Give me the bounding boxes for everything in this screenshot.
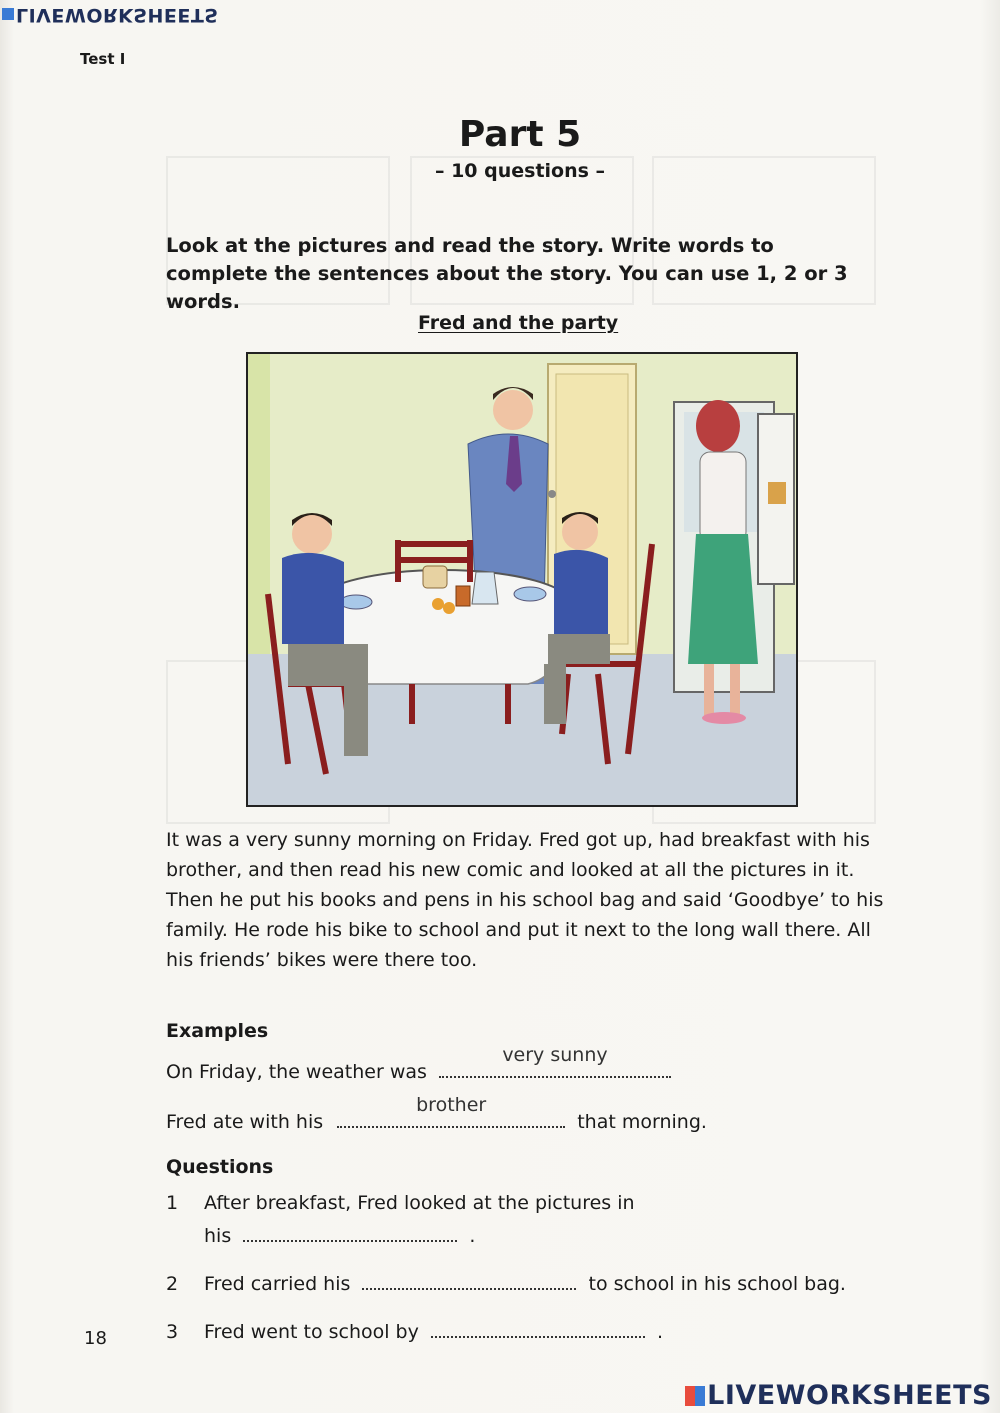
question-1-period: . [469,1225,476,1247]
question-2 [166,1268,846,1295]
question-3 [166,1316,663,1343]
breakfast-scene-illustration [246,352,798,807]
example-1-answer-line [439,1044,671,1078]
story-text: It was a very sunny morning on Friday. Fred got up, had breakfast with his brother, and then read his new comic and looked at all the pictures in it. Then he put his books and pens in his school bag and said ‘Goodbye’ to his family. He rode his bike to school and put it next to the long wall there. All his friends’ bikes were there too. [166,829,884,971]
example-1-answer: very sunny [502,1044,608,1066]
question-3-prompt: Fred went to school by [204,1321,419,1343]
example-2 [166,1094,707,1133]
breakfast-scene-icon [248,354,796,805]
question-2-answer-input[interactable] [362,1268,576,1290]
question-3-period: . [656,1321,664,1343]
instructions: Look at the pictures and read the story. Write words to complete the sentences about the story. You can use 1, 2 or 3 words. [166,234,848,313]
question-2-number: 2 [166,1273,179,1295]
question-1-answer-input[interactable] [243,1220,457,1242]
question-1-second-line [204,1220,475,1247]
question-1-number: 1 [166,1192,179,1214]
question-3-answer-input[interactable] [431,1316,645,1338]
question-1-line2-prefix: his [204,1225,232,1247]
example-1 [166,1044,671,1083]
question-1 [166,1192,635,1214]
logo-badge-icon [685,1386,705,1406]
example-2-prompt: Fred ate with his [166,1111,324,1133]
example-2-suffix: that morning. [577,1111,707,1133]
question-2-prompt: Fred carried his [204,1273,351,1295]
question-2-suffix: to school in his school bag. [588,1273,846,1295]
example-2-answer: brother [416,1094,487,1116]
question-count: – 10 questions – [434,160,606,182]
part-title: Part 5 [458,114,582,155]
test-label: Test I [80,50,126,68]
footer-logo[interactable]: LIVEWORKSHEETS [685,1380,992,1411]
question-1-line1: After breakfast, Fred looked at the pictures in [204,1192,635,1214]
example-2-answer-line [337,1094,565,1128]
examples-heading: Examples [166,1020,269,1042]
example-1-prompt: On Friday, the weather was [166,1061,427,1083]
questions-heading: Questions [166,1156,274,1178]
mirrored-logo: LIVEWORKSHEETS [2,4,219,26]
story-title: Fred and the party [418,312,619,334]
logo-badge-icon [2,9,14,21]
question-3-number: 3 [166,1321,179,1343]
page-number: 18 [84,1328,107,1349]
